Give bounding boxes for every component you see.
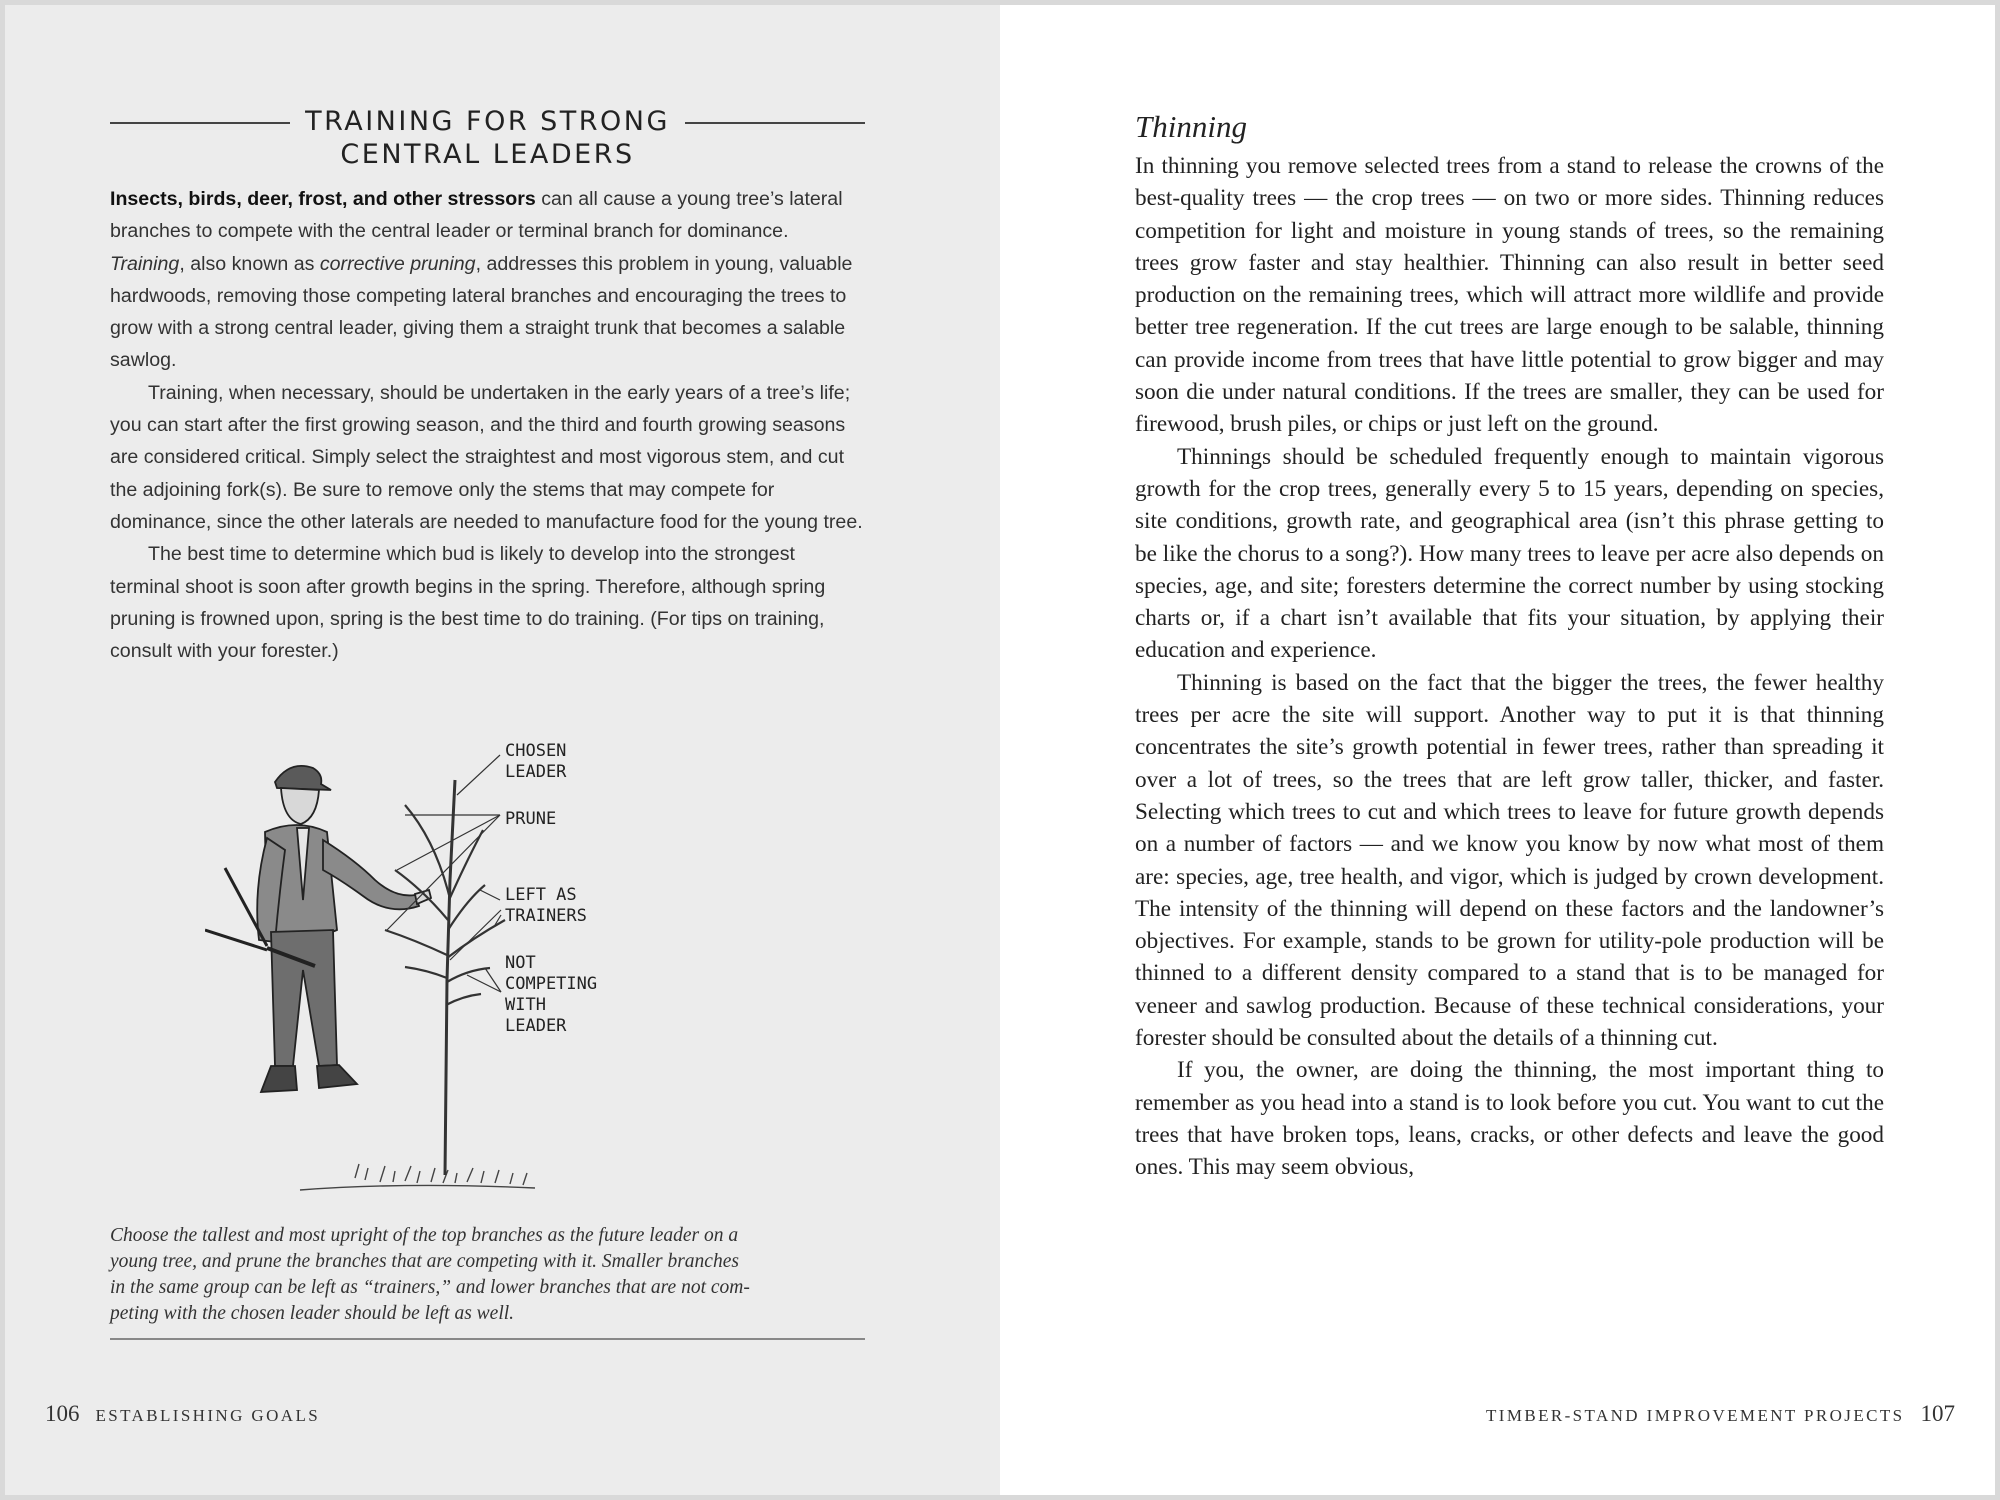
right-page (1000, 5, 1995, 1495)
section-heading: Thinning (1135, 109, 1247, 144)
left-page (5, 5, 1000, 1495)
page-number-right: 107 (1920, 1401, 1955, 1426)
sidebar-bottom-rule (110, 1338, 865, 1340)
figure-caption (110, 1223, 865, 1327)
p1-text-a: can all cause a young tree’s lateral branches to compete with the central leader or terminal branch for dominance. (110, 188, 843, 243)
caption-line-3: in the same group can be left as “trainers,” and lower branches that are not com- (110, 1277, 750, 1298)
p1-text-c: , addresses this problem in young, valuable hardwoods, removing those competing lateral branches and encouraging the trees to grow with a strong central leader, giving them a straight trunk that becomes a salable sawlog. (110, 252, 853, 372)
caption-line-4: peting with the chosen leader should be left as well. (110, 1303, 515, 1324)
right-folio (1486, 1401, 1955, 1427)
label-not-2: COMPETING (505, 974, 598, 994)
label-left-as-1: LEFT AS (505, 885, 577, 905)
body-paragraph-1: In thinning you remove selected trees from a stand to release the crowns of the best-quality trees — the crop trees — on two or more sides. Thinning reduces competition for light and moisture in young stands of trees, so the remaining trees grow faster and stay healthier. Thinning can also result in better seed production on the remaining trees, which will attract more wildlife and provide better tree regeneration. If the cut trees are large enough to be salable, thinning can provide income from trees that have little potential to grow bigger and may soon die under natural conditions. If the trees are smaller, they can be used for firewood, brush piles, or chips or just left on the ground. (1135, 153, 1884, 438)
label-not-1: NOT (505, 953, 536, 973)
label-chosen-2: LEADER (505, 762, 567, 782)
book-spread (5, 5, 1995, 1495)
page-number-left: 106 (45, 1401, 80, 1426)
sidebar-paragraph-2: Training, when necessary, should be undertaken in the early years of a tree’s life; you can start after the first growing season, and the third and fourth growing seasons are considered critical. Simply select the straightest and most vigorous stem, and cut the adjoining fork(s). Be sure to remove only the stems that may compete for dominance, since the other laterals are needed to manufacture food for the young tree. (110, 381, 863, 533)
p1-text-b: , also known as (179, 252, 320, 275)
caption-line-2: young tree, and prune the branches that are competing with it. Smaller branches (110, 1251, 739, 1272)
young-tree (385, 780, 505, 1175)
sidebar-paragraph-3: The best time to determine which bud is likely to develop into the strongest terminal shoot is soon after growth begins in the spring. Therefore, although spring pruning is frowned upon, spring is the best time to do training. (For tips on training, consult with your forester.) (110, 543, 826, 663)
label-not-4: LEADER (505, 1016, 567, 1036)
body-text (1135, 150, 1884, 1184)
sidebar-body (110, 183, 865, 667)
sidebar-title-line2: CENTRAL LEADERS (340, 139, 635, 170)
body-paragraph-3: Thinning is based on the fact that the bigger the trees, the fewer healthy trees per acre the site will support. Another way to put it is that thinning concentrates the site’s growth potential in fewer trees, rather than spreading it over a lot of trees, so the trees that are left grow taller, thicker, and faster. Selecting which trees to cut and which trees to leave for future growth depends on a number of factors — and we know you know by now what most of them are: species, age, tree health, and vigor, which is judged by crown development. The intensity of the thinning will depend on these factors and the landowner’s objectives. For example, stands to be grown for utility-pole production will be thinned to a different density compared to a stand that is to be managed for veneer and sawlog production. Because of these technical considerations, your forester should be consulted about the details of a thinning cut. (1135, 669, 1884, 1052)
man-figure (257, 766, 431, 1092)
label-prune: PRUNE (505, 809, 557, 829)
term-training: Training (110, 252, 180, 275)
left-folio (45, 1401, 320, 1427)
label-not-3: WITH (505, 995, 546, 1015)
caption-line-1: Choose the tallest and most upright of the top branches as the future leader on a (110, 1225, 739, 1246)
lead-in: Insects, birds, deer, frost, and other stressors (110, 188, 536, 210)
ground (300, 1164, 535, 1190)
term-corrective-pruning: corrective pruning (319, 252, 476, 275)
label-left-as-2: TRAINERS (505, 906, 587, 926)
sidebar-title-line1: TRAINING FOR STRONG (305, 106, 670, 137)
callout-lines (387, 755, 501, 992)
sidebar-title (110, 105, 865, 171)
running-head-left: ESTABLISHING GOALS (95, 1406, 321, 1425)
pruning-illustration (205, 720, 765, 1220)
body-paragraph-4: If you, the owner, are doing the thinning, the most important thing to remember as you head into a stand is to look before you cut. You want to cut the trees that have broken tops, leans, cracks, or other defects and leave the good ones. This may seem obvious, (1135, 1057, 1884, 1181)
label-chosen-1: CHOSEN (505, 741, 567, 761)
running-head-right: TIMBER-STAND IMPROVEMENT PROJECTS (1485, 1406, 1905, 1425)
body-paragraph-2: Thinnings should be scheduled frequently enough to maintain vigorous growth for the crop trees, generally every 5 to 15 years, depending on species, site conditions, growth rate, and geographical area (isn’t this phrase getting to be like the chorus to a song?). How many trees to leave per acre also depends on species, age, and site; foresters determine the correct number by using stocking charts or, if a chart isn’t available that fits your situation, by applying their education and experience. (1135, 443, 1884, 664)
sidebar-paragraph-1 (110, 183, 865, 377)
